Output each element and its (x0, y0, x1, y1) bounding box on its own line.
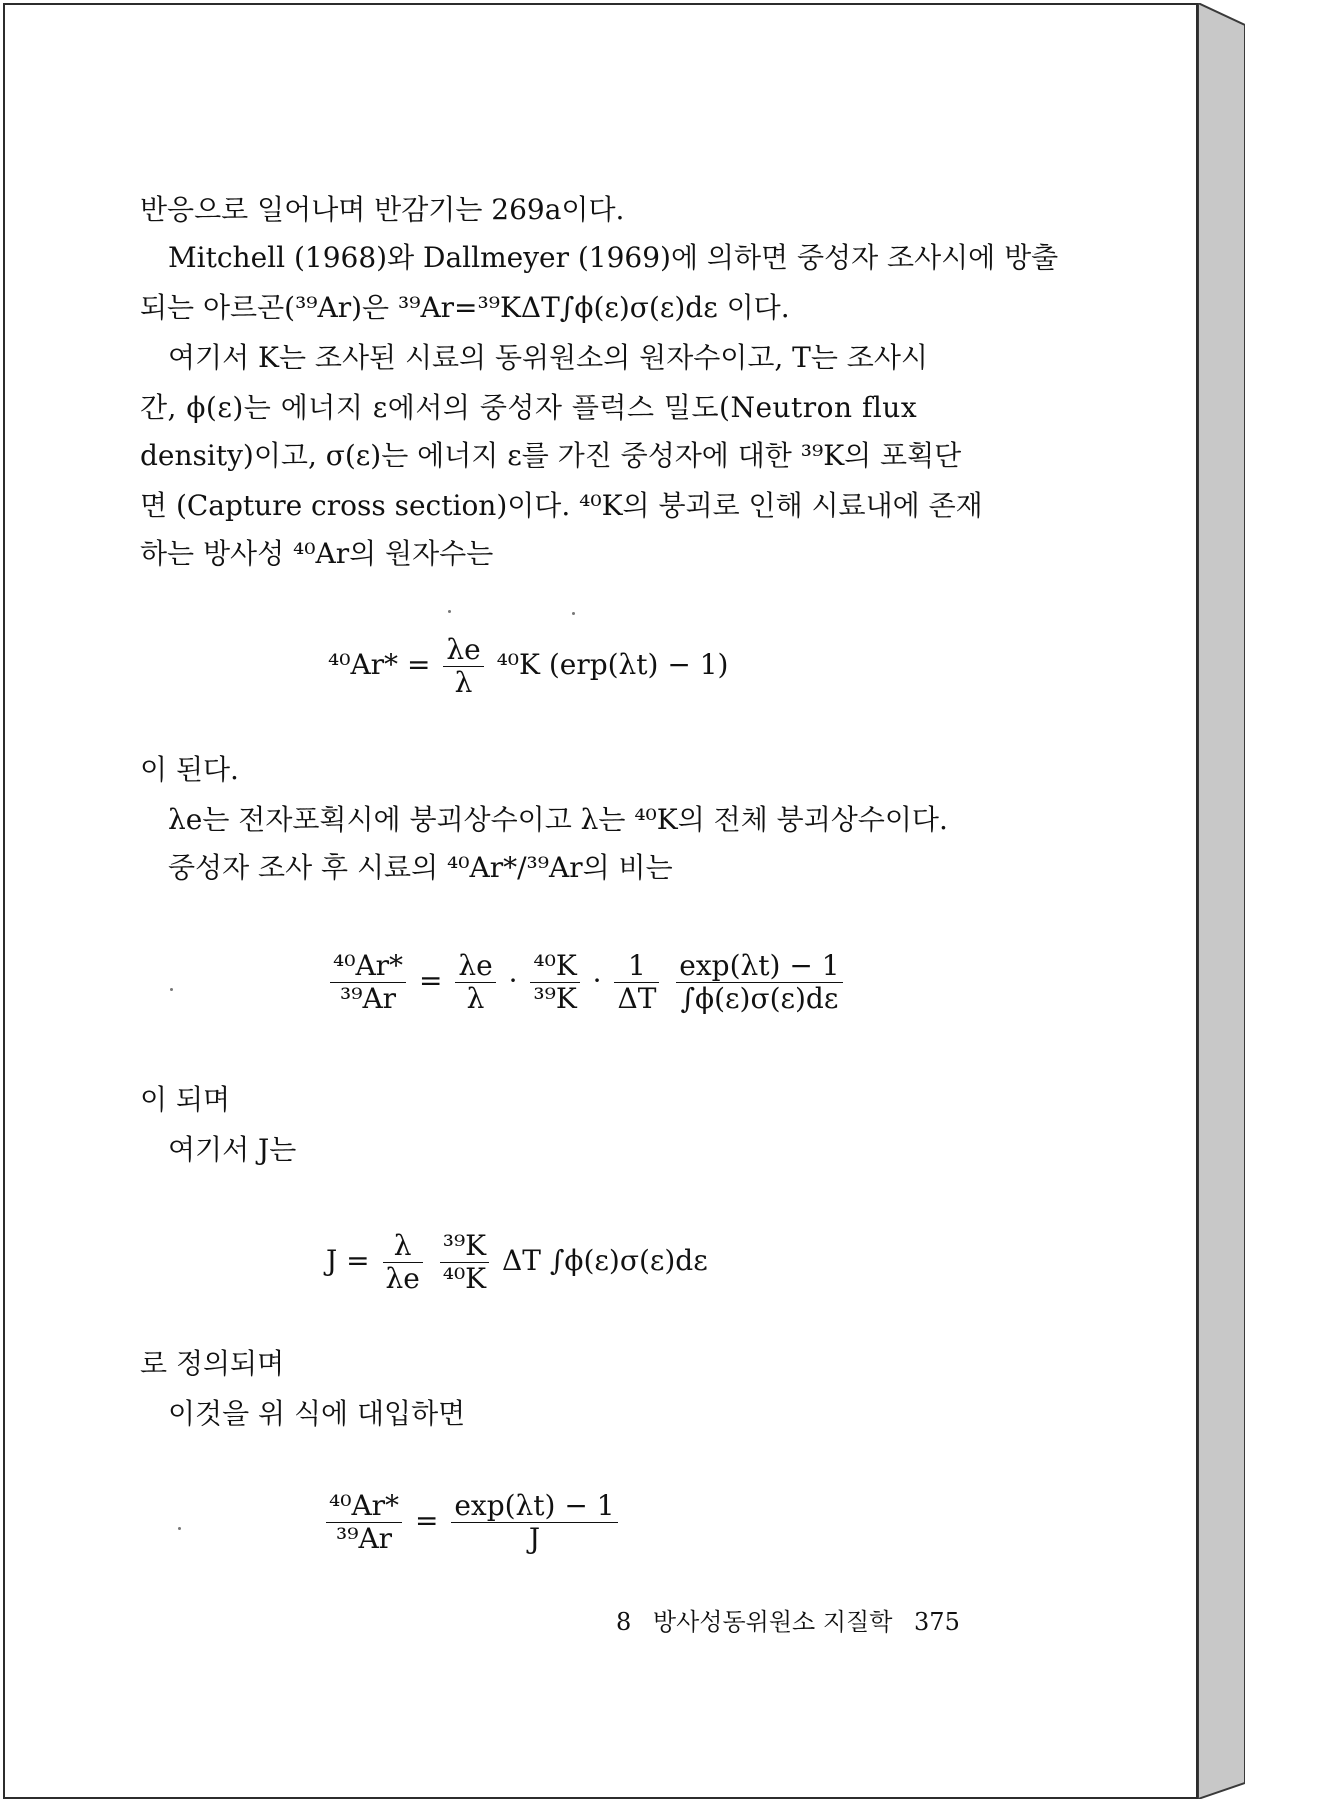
eq1-den: λ (454, 666, 473, 699)
eq3-lhs: J = (326, 1244, 370, 1277)
text-line: 여기서 K는 조사된 시료의 동위원소의 원자수이고, T는 조사시 (168, 341, 928, 374)
eq4-lhs-num: ⁴⁰Ar* (326, 1490, 402, 1523)
eq2-lhs-den: ³⁹Ar (340, 982, 397, 1015)
page-footer (616, 1602, 974, 1637)
page-edge-shadow (1198, 3, 1245, 1799)
text-line: density)이고, σ(ε)는 에너지 ε를 가진 중성자에 대한 ³⁹K의 포획단 (140, 439, 962, 472)
eq1-rest: ⁴⁰K (erp(λt) − 1) (496, 648, 729, 681)
eq2-f4-den: ∫ϕ(ε)σ(ε)dε (680, 982, 839, 1015)
text-line: 되는 아르곤(³⁹Ar)은 ³⁹Ar=³⁹KΔT∫ϕ(ε)σ(ε)dε 이다. (140, 291, 790, 324)
eq2-dot: · (592, 964, 602, 997)
eq4-lhs-den: ³⁹Ar (336, 1522, 393, 1555)
scan-speck (572, 612, 575, 615)
eq3-fraction-1 (383, 1230, 423, 1295)
eq3-f2-den: ⁴⁰K (442, 1262, 487, 1295)
text-line: 간, ϕ(ε)는 에너지 ε에서의 중성자 플럭스 밀도(Neutron flux (140, 391, 918, 424)
eq3-fraction-2 (440, 1230, 489, 1295)
eq4-fraction-1 (451, 1490, 617, 1555)
eq4-f1-num: exp(λt) − 1 (451, 1490, 617, 1523)
equation-1 (328, 634, 728, 699)
eq2-fraction-1 (455, 950, 495, 1015)
page-number: 375 (914, 1608, 960, 1636)
eq4-f1-den: J (528, 1522, 541, 1555)
eq2-f2-num: ⁴⁰K (530, 950, 579, 983)
chapter-title: 방사성동위원소 지질학 (652, 1608, 893, 1636)
eq1-lhs: ⁴⁰Ar* = (328, 648, 431, 681)
eq2-f1-num: λe (455, 950, 495, 983)
equation-2 (326, 950, 847, 1015)
eq2-f3-num: 1 (614, 950, 659, 983)
eq2-f3-den: ΔT (617, 982, 657, 1015)
eq2-equals: = (418, 964, 443, 997)
scan-speck (170, 988, 173, 991)
eq3-f1-num: λ (383, 1230, 423, 1263)
eq3-rest: ΔT ∫ϕ(ε)σ(ε)dε (502, 1244, 708, 1277)
eq2-f4-num: exp(λt) − 1 (676, 950, 842, 983)
text-line: 하는 방사성 ⁴⁰Ar의 원자수는 (140, 537, 494, 570)
equation-4 (322, 1490, 622, 1555)
text-line: 면 (Capture cross section)이다. ⁴⁰K의 붕괴로 인해 시료내에 존재 (140, 489, 983, 522)
eq2-lhs-num: ⁴⁰Ar* (330, 950, 406, 983)
text-line: 로 정의되며 (140, 1347, 285, 1380)
text-line: 이것을 위 식에 대입하면 (168, 1397, 466, 1430)
eq3-f2-num: ³⁹K (440, 1230, 489, 1263)
chapter-number: 8 (616, 1608, 632, 1636)
text-line: 이 된다. (140, 753, 239, 786)
eq3-f1-den: λe (385, 1262, 420, 1295)
eq2-f1-den: λ (466, 982, 485, 1015)
eq2-fraction-2 (530, 950, 579, 1015)
text-line: 반응으로 일어나며 반감기는 269a이다. (140, 193, 625, 226)
text-line: 이 되며 (140, 1083, 231, 1116)
eq1-num: λe (443, 634, 483, 667)
eq4-lhs-fraction (326, 1490, 402, 1555)
eq4-equals: = (414, 1504, 439, 1537)
text-line: 중성자 조사 후 시료의 ⁴⁰Ar*/³⁹Ar의 비는 (168, 851, 673, 884)
eq2-f2-den: ³⁹K (533, 982, 577, 1015)
scan-speck (448, 610, 451, 613)
equation-3 (326, 1230, 708, 1295)
eq1-fraction (443, 634, 483, 699)
eq2-fraction-4 (676, 950, 842, 1015)
eq2-lhs-fraction (330, 950, 406, 1015)
text-line: Mitchell (1968)와 Dallmeyer (1969)에 의하면 중성자 조사시에 방출 (168, 241, 1059, 274)
eq2-fraction-3 (614, 950, 659, 1015)
scan-speck (178, 1527, 181, 1530)
eq2-dot: · (508, 964, 518, 997)
text-line: 여기서 J는 (168, 1133, 297, 1166)
text-line: λe는 전자포획시에 붕괴상수이고 λ는 ⁴⁰K의 전체 붕괴상수이다. (168, 803, 948, 836)
